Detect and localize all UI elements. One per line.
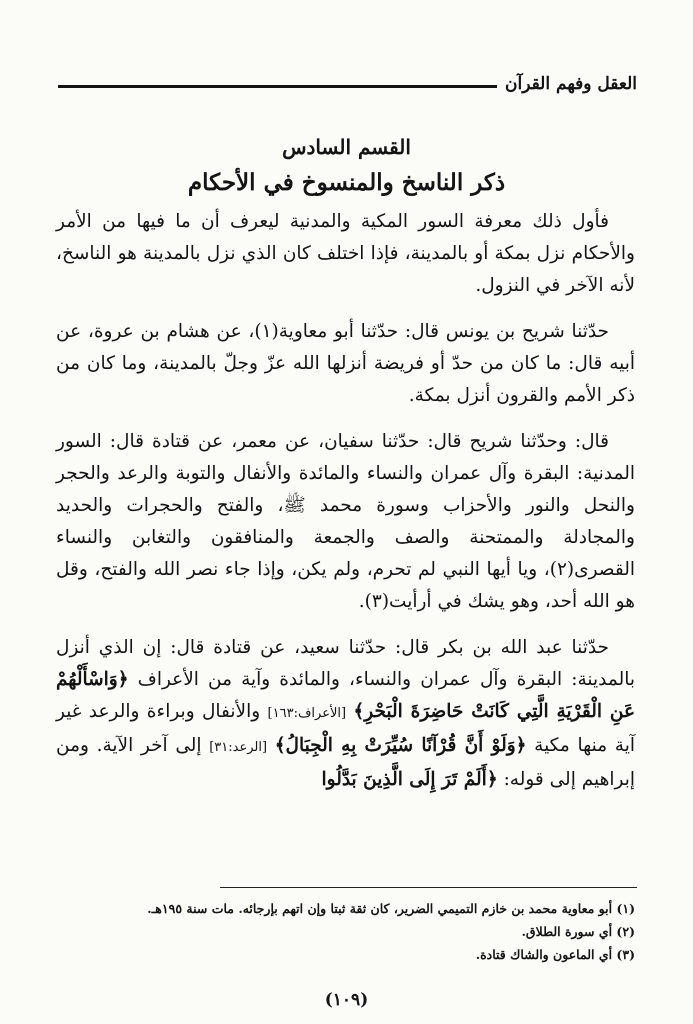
- footnotes: [56, 897, 635, 966]
- paragraph-4-text-2: والأنفال وبراءة والرعد غير آية منها مكية: [56, 701, 635, 756]
- verse-reference-1: [الأعراف:١٦٣]: [267, 706, 347, 721]
- footnote-3: (٣) أي الماعون والشاك قتادة.: [475, 947, 635, 962]
- page-number: (١٠٩): [324, 990, 369, 1010]
- footnote-separator: [220, 887, 637, 888]
- paragraph-1: فأول ذلك معرفة السور المكية والمدنية ليعرف أن ما فيها من الأمر والأحكام نزل بمكة أو بالمدينة، فإذا اختلف كان الذي نزل بالمدينة هو الناسخ، لأنه الآخر في النزول.: [56, 211, 635, 296]
- quran-verse-1: ﴿وَاسْأَلْهُمْ عَنِ الْقَرْيَةِ الَّتِي كَانَتْ حَاضِرَةَ الْبَحْرِ﴾: [56, 669, 635, 722]
- running-header: [58, 60, 637, 94]
- body-text: [56, 206, 635, 810]
- running-header-title: العقل وفهم القرآن: [505, 74, 637, 94]
- quran-verse-3: ﴿أَلَمْ تَرَ إِلَى الَّذِينَ بَدَّلُوا: [321, 769, 498, 790]
- quran-verse-2: ﴿وَلَوْ أَنَّ قُرْآنًا سُيِّرَتْ بِهِ الْجِبَالُ﴾: [274, 735, 527, 756]
- footnote-1: (١) أبو معاوية محمد بن خازم التميمي الضرير، كان ثقة ثبتا وإن اتهم بإرجائه. مات سنة ١٩٥هـ.: [147, 901, 635, 916]
- verse-reference-2: [الرعد:٣١]: [209, 740, 268, 755]
- footnote-2: (٢) أي سورة الطلاق.: [521, 924, 635, 939]
- section-title: القسم السادس: [282, 135, 411, 159]
- paragraph-4-text-3: إلى آخر الآية. ومن إبراهيم إلى قوله:: [56, 735, 635, 790]
- paragraph-3: قال: وحدّثنا شريح قال: حدّثنا سفيان، عن معمر، عن قتادة قال: السور المدنية: البقرة وآل عمران والنساء والمائدة والأنفال والتوبة والرعد والحجر والنحل والنور والأحزاب وسورة محمد ﷺ، والفتح والحجرات والحديد والمجادلة والممتحنة والصف والجمعة والمنافقون والتغابن والنساء القصرى(٢)، ويا أيها النبي لم تحرم، ولم يكن، وإذا جاء نصر الله والفتح، وقل هو الله أحد، وهو يشك في أرأيت(٣).: [56, 431, 635, 612]
- header-rule: [58, 85, 497, 88]
- paragraph-4: [56, 632, 635, 796]
- paragraph-4-text-1: حدّثنا عبد الله بن بكر قال: حدّثنا سعيد، عن قتادة قال: إن الذي أنزل بالمدينة: البقرة وآل عمران والنساء، والمائدة وآية من الأعراف: [56, 637, 635, 690]
- paragraph-2: حدّثنا شريح بن يونس قال: حدّثنا أبو معاوية(١)، عن هشام بن عروة، عن أبيه قال: ما كان من حدّ أو فريضة أنزلها الله عزّ وجلّ بالمدينة، وما كان من ذكر الأمم والقرون أنزل بمكة.: [56, 321, 635, 406]
- section-subtitle: ذكر الناسخ والمنسوخ في الأحكام: [187, 169, 506, 196]
